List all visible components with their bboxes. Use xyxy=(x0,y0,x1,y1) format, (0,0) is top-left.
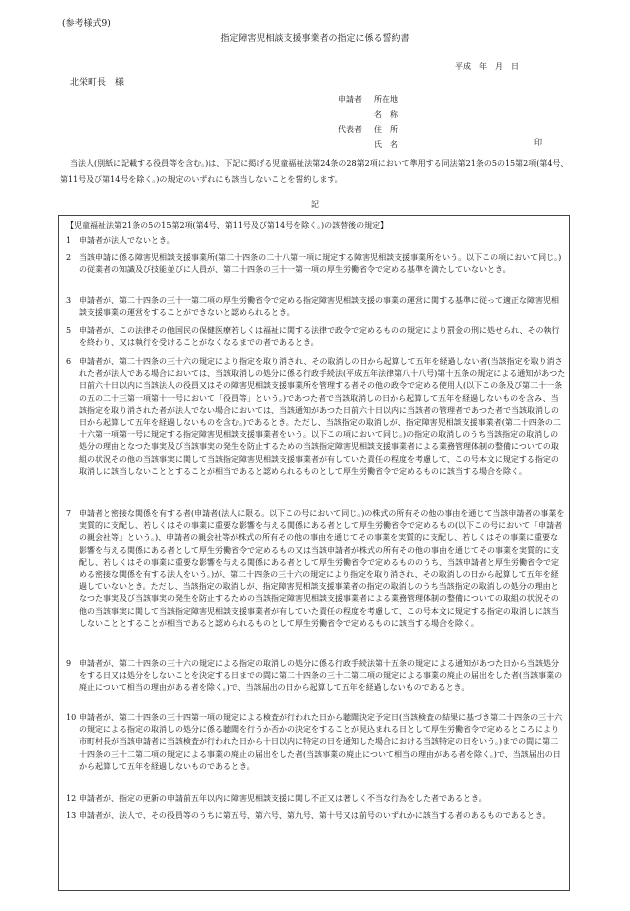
seal-mark: 印 xyxy=(534,138,542,147)
provision-item xyxy=(66,793,566,805)
provision-number: 1 xyxy=(66,236,72,245)
provision-item xyxy=(66,810,566,822)
provision-text: 申請者が、この法律その他国民の保健医療若しくは福祉に関する法律で政令で定めるものの規定により罰金の刑に処せられ、その執行を終わり、又は執行を受けることがなくなるまでの者であるとき。 xyxy=(79,326,560,348)
provision-item xyxy=(66,508,566,630)
provision-number: 13 xyxy=(66,811,77,820)
ki-heading: 記 xyxy=(311,200,319,209)
provision-text: 申請者が、第二十四条の三十六の規定により指定を取り消され、その取消しの日から起算して五年を経過しない者(当該指定を取り消された者が法人である場合においては、当該取消しの処分に係る行政手続法(平成五年法律第八十八号)第十五条の規定による通知があつた日前六十日以内に当該法人の役員又はその障害児相談支援事業所を管理する者その他の政令で定める使用人(以下この条及び第二十一条の五の二十三第一項第十一号において「役員等」という。)であつた者で当該取消しの日から起算して五年を経過しないものを含み、当該指定を取り消された者が法人でない場合においては、当該通知があつた日前六十日以内に当該者の管理者であつた者で当該取消しの日から起算して五年を経過しないものを含む。)であるとき。ただし、当該指定の取消しが、指定障害児相談支援事業者(第二十四条の二十六第一項第一号に規定する指定障害児相談支援事業者をいう。以下この項において同じ。)の指定の取消しのうち当該指定の取消しの処分の理由となつた事実及び当該事実の発生を防止するための当該指定障害児相談支援事業者による業務管理体制の整備についての取組の状況その他の当該事実に関して当該指定障害児相談支援事業者が有していた責任の程度を考慮して、この号本文に規定する指定の取消しに該当しないこととすることが相当であると認められるものとして厚生労働省令で定めるものに該当する場合を除く。 xyxy=(79,357,566,476)
applicant-field: 住 所 xyxy=(374,125,398,134)
applicant-row xyxy=(322,92,398,107)
provision-number: 10 xyxy=(66,713,77,722)
provision-number: 9 xyxy=(66,659,72,668)
provision-number: 3 xyxy=(66,296,72,305)
applicant-block xyxy=(322,92,398,152)
provisions-heading: 【児童福祉法第21条の5の15第2項(第4号、第11号及び第14号を除く。)の該替後の規定】 xyxy=(66,221,389,230)
form-label: (参考様式9) xyxy=(62,19,111,29)
provision-text: 申請者が、第二十四条の三十六の規定による指定の取消しの処分に係る行政手続法第十五条の規定による通知があつた日から当該処分をする日又は処分をしないことを決定する日までの間に第二十四条の三十二第二項の規定による事業の廃止の届出をした者(当該事業の廃止について相当の理由がある者を除く。)で、当該届出の日から起算して五年を経過しないものであるとき。 xyxy=(79,659,563,693)
applicant-field: 氏 名 xyxy=(374,140,398,149)
provision-number: 2 xyxy=(66,253,72,262)
applicant-row xyxy=(322,122,398,137)
applicant-field: 所在地 xyxy=(374,95,398,104)
date-line: 平成 年 月 日 xyxy=(455,62,519,71)
provision-number: 12 xyxy=(66,794,77,803)
applicant-row xyxy=(322,107,398,122)
provision-item xyxy=(66,356,566,478)
provision-text: 申請者が法人でないとき。 xyxy=(79,236,175,245)
document-title: 指定障害児相談支援事業者の指定に係る誓約書 xyxy=(220,34,410,44)
provision-number: 6 xyxy=(66,357,72,366)
provision-item xyxy=(66,712,566,773)
applicant-role: 代表者 xyxy=(338,125,362,134)
provision-number: 5 xyxy=(66,326,72,335)
provision-text: 申請者が、第二十四条の三十四第一項の規定による検査が行われた日から聴聞決定予定日(当該検査の結果に基づき第二十四条の三十六の規定による指定の取消しの処分に係る聴聞を行うか否かの決定をすることが見込まれる日として厚生労働省令で定めるところにより市町村長が当該申請者に当該検査が行われた日から十日以内に特定の日を通知した場合における当該特定の日をいう。)までの間に第二十四条の三十二第二項の規定による事業の廃止の届出をした者(当該事業の廃止について相当の理由がある者を除く。)で、当該届出の日から起算して五年を経過しないものであるとき。 xyxy=(79,713,563,771)
provision-item xyxy=(66,235,566,247)
applicant-row xyxy=(322,137,398,152)
recipient: 北栄町長 様 xyxy=(70,78,125,88)
provision-text: 申請者が、第二十四条の三十一第二項の厚生労働省令で定める指定障害児相談支援の事業の運営に関する基準に従って適正な障害児相談支援事業の運営をすることができないと認められるとき。 xyxy=(79,296,559,318)
applicant-field: 名 称 xyxy=(374,110,398,119)
provision-item xyxy=(66,295,566,319)
provision-text: 申請者が、法人で、その役員等のうちに第五号、第六号、第九号、第十号又は前号のいずれかに該当する者のあるものであるとき。 xyxy=(79,811,551,820)
applicant-role: 申請者 xyxy=(338,95,362,104)
provision-text: 当該申請に係る障害児相談支援事業所(第二十四条の二十八第一項に規定する障害児相談支援事業所をいう。以下この項において同じ。)の従業者の知識及び技能並びに人員が、第二十四条の三十一第一項の厚生労働省令で定める基準を満たしていないとき。 xyxy=(79,253,562,275)
provision-item xyxy=(66,325,566,349)
provision-text: 申請者と密接な関係を有する者(申請者(法人に限る。以下この号において同じ。)の株式の所有その他の事由を通じて当該申請者の事業を実質的に支配し、若しくはその事業に重要な影響を与える関係にある者として厚生労働省令で定めるもの(以下この号において「申請者の親会社等」という。)、申請者の親会社等が株式の所有その他の事由を通じてその事業を実質的に支配し、若しくはその事業に重要な影響を与える関係にある者として厚生労働省令で定めるもの又は当該申請者が株式の所有その他の事由を通じてその事業を実質的に支配し、若しくはその事業に重要な影響を与える関係にある者として厚生労働省令で定めるもののうち、当該申請者と厚生労働省令で定める密接な関係を有する法人をいう。)が、第二十四条の三十六の規定により指定を取り消され、その取消しの日から起算して五年を経過していないとき。ただし、当該指定の取消しが、指定障害児相談支援事業者の指定の取消しのうち当該指定の取消しの処分の理由となつた事実及び当該事実の発生を防止するための当該指定障害児相談支援事業者による業務管理体制の整備についての取組の状況その他の当該事実に関して当該指定障害児相談支援事業者が有していた責任の程度を考慮して、この号本文に規定する指定の取消しに該当しないこととすることが相当であると認められるものとして厚生労働省令で定めるものに該当する場合を除く。 xyxy=(79,509,565,628)
provision-number: 7 xyxy=(66,509,72,518)
pledge-paragraph: 当法人(別紙に記載する役員等を含む。)は、下記に掲げる児童福祉法第24条の28第2項において準用する同法第21条の5の15第2項(第4号、第11号及び第14号を除く。)の規定のいずれにも該当しないことを誓約します。 xyxy=(60,159,569,184)
provision-item xyxy=(66,658,566,695)
provision-item xyxy=(66,252,566,276)
provision-text: 申請者が、指定の更新の申請前五年以内に障害児相談支援に関し不正又は著しく不当な行為をした者であるとき。 xyxy=(79,794,487,803)
